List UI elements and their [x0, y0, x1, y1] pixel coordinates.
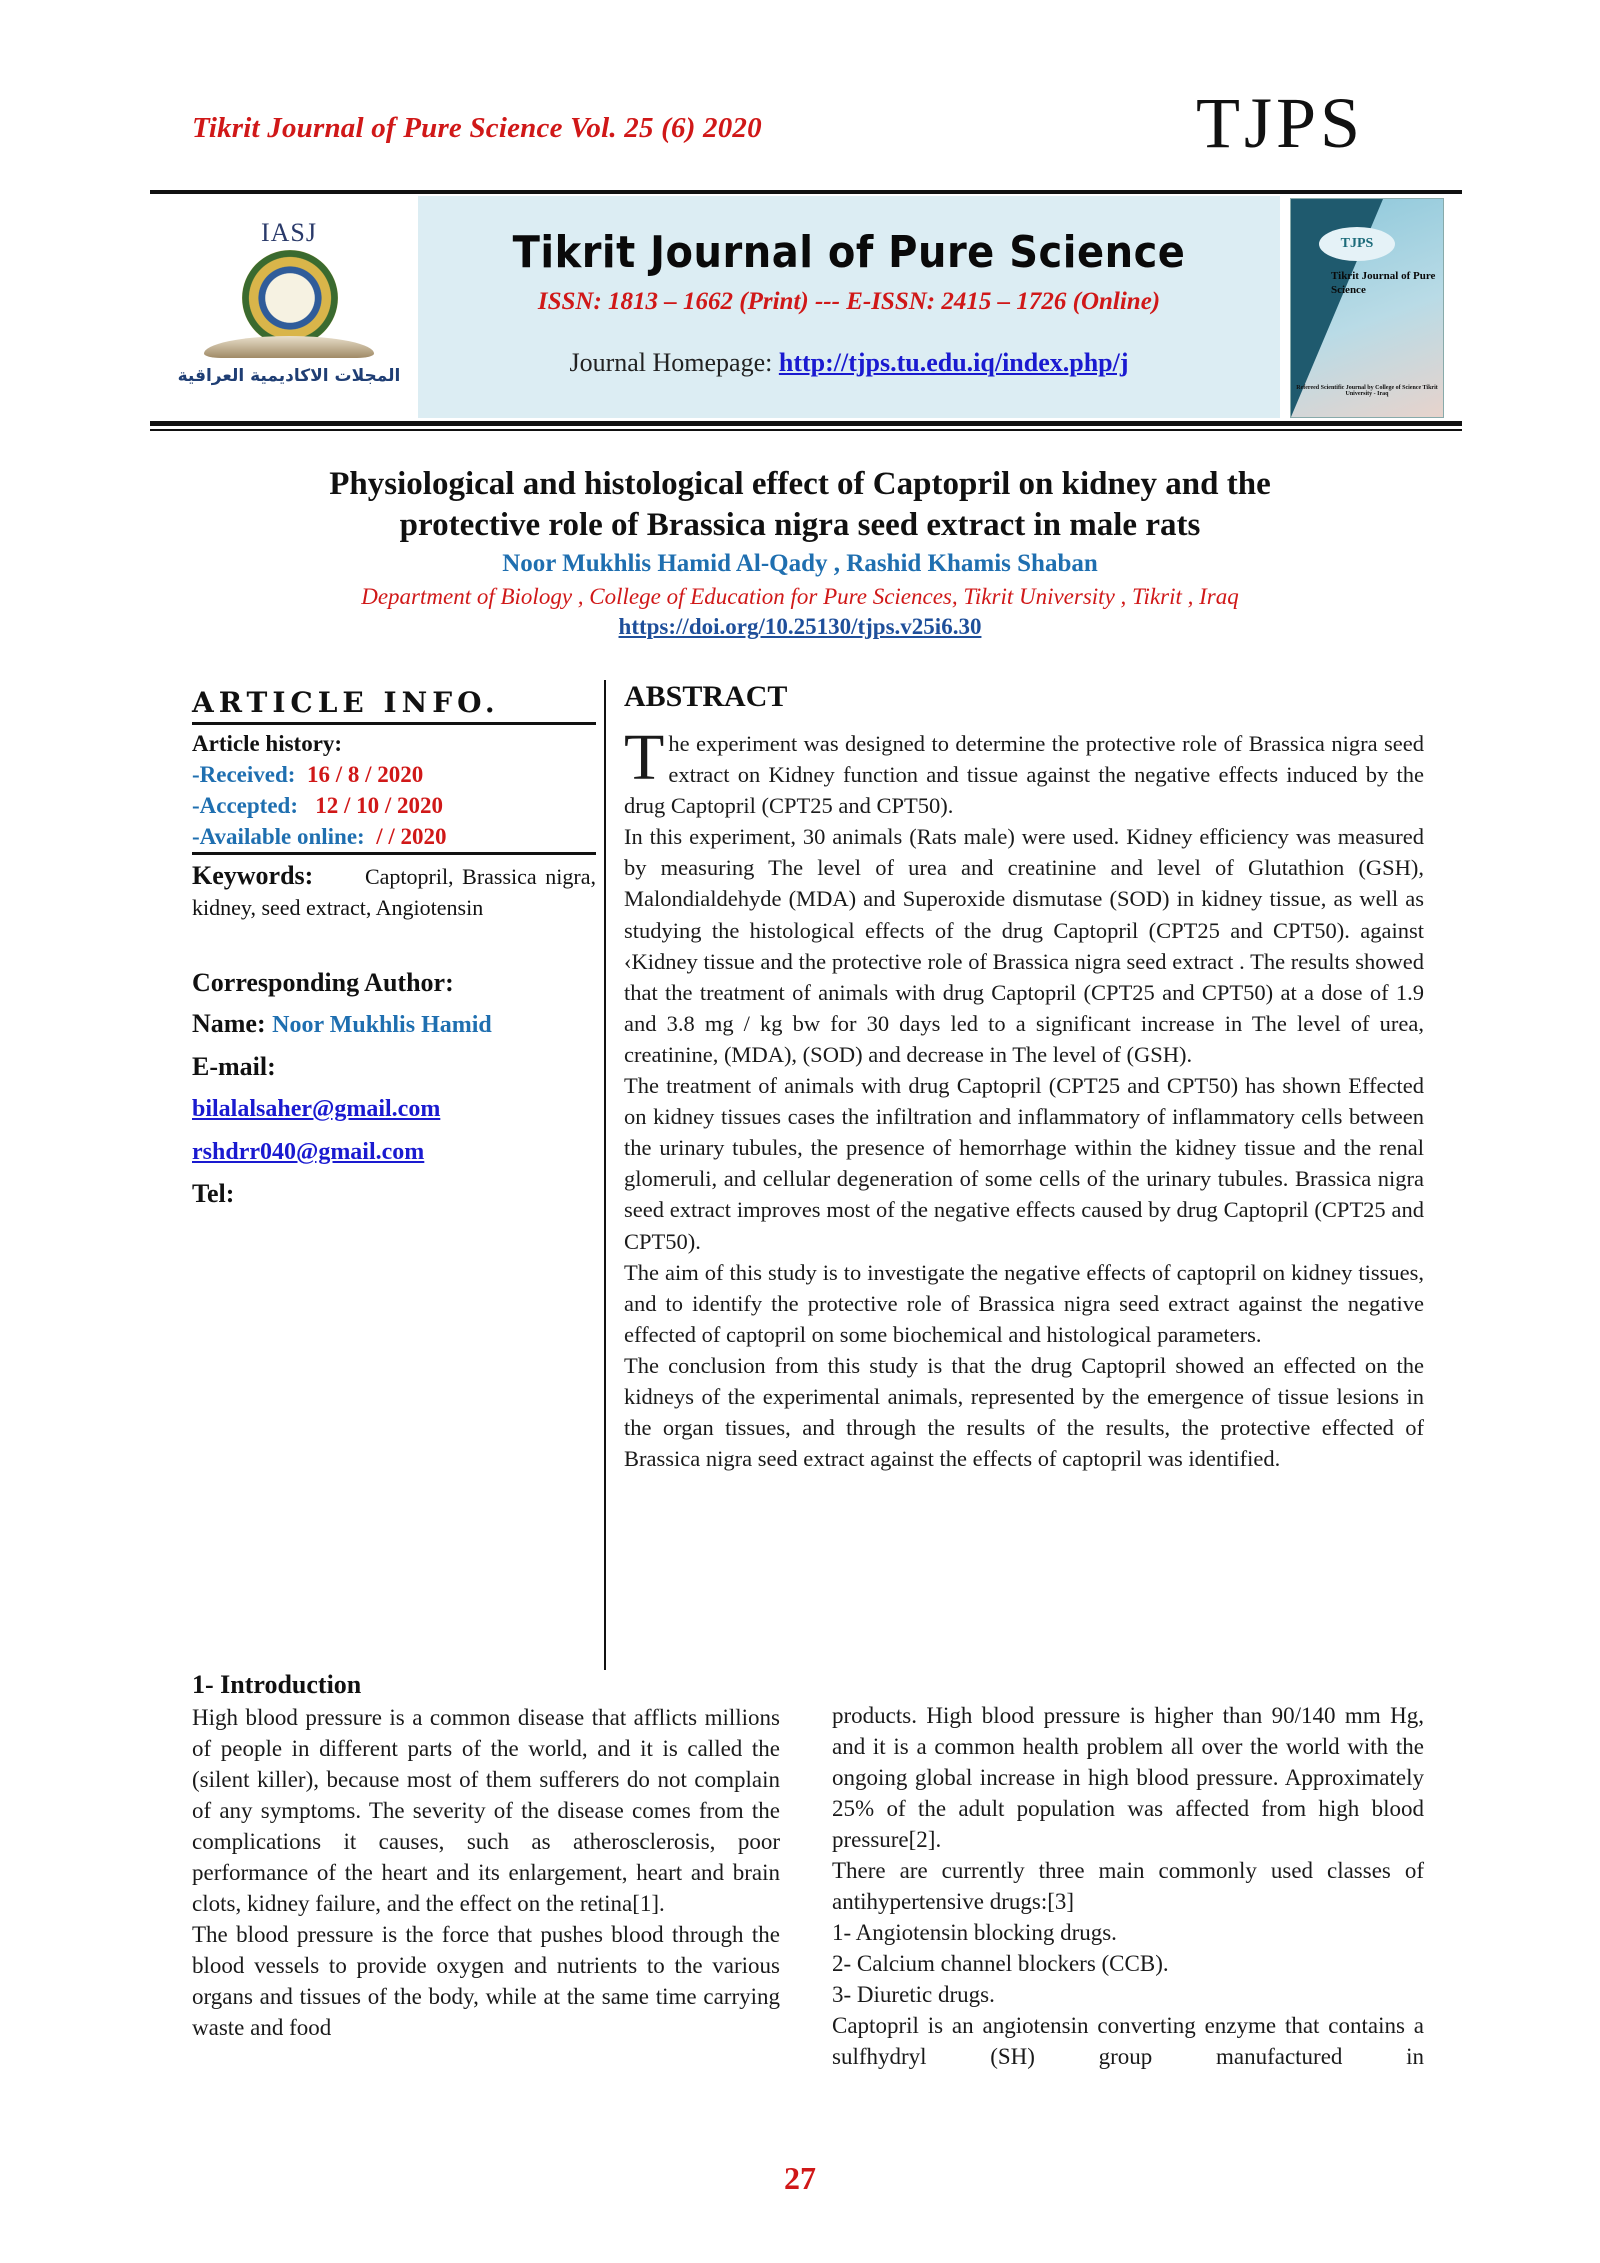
drop-cap: T [624, 721, 665, 794]
introduction-right-column [832, 1700, 1424, 2072]
iasj-seal-icon [242, 250, 338, 346]
page-number: 27 [784, 2160, 816, 2196]
paper-title [180, 464, 1420, 546]
header-rule-bottom-thin [150, 429, 1462, 431]
abstract-paragraph: The experiment was designed to determine the protective role of Brassica nigra seed extract on Kidney function and tissue against the negative effects induced by the drug Captopril (CPT25 and CPT50). [624, 721, 1424, 819]
body-paragraph: products. High blood pressure is higher than 90/140 mm Hg, and it is a common health problem all over the world with the ongoing global increase in high blood pressure. Approximately 25% of the adult population was affected from high blood pressure[2]. [832, 1703, 1424, 1852]
header-rule-bottom [150, 421, 1462, 426]
iasj-label: IASJ [260, 218, 317, 247]
running-header-journal: Tikrit Journal of Pure Science Vol. 25 (6) 2020 [192, 112, 762, 144]
introduction-left-column [192, 1702, 780, 2043]
history-accepted [192, 790, 447, 821]
drug-class-item: 3- Diuretic drugs. [832, 1982, 995, 2007]
article-history [192, 728, 447, 852]
abstract-body [624, 721, 1424, 1474]
body-paragraph: Captopril is an angiotensin converting enzyme that contains a sulfhydryl (SH) group manufactured in [832, 2013, 1424, 2069]
history-label: -Received: [192, 762, 296, 787]
history-value: 16 / 8 / 2020 [306, 762, 424, 787]
journal-acronym: TJPS [1196, 83, 1365, 163]
abstract-paragraph: In this experiment, 30 animals (Rats male) were used. Kidney efficiency was measured by measuring The level of urea and creatinine and level of Glutathion (GSH), Malondialdehyde (MDA) and Superoxide dismutase (SOD) in kidney tissue, as well as studying the histological effects of the drug Captopril (CPT25 and CPT50). against ‹Kidney tissue and the protective role of Brassica nigra seed extract . The results showed that the treatment of animals with drug Captopril (CPT25 and CPT50) at a dose of 1.9 and 3.8 mg / kg bw for 30 days led to a significant increase in The level of urea, creatinine, (MDA), (SOD) and decrease in The level of (GSH). [624, 824, 1424, 1067]
history-received [192, 759, 447, 790]
journal-cover-image [1290, 198, 1444, 418]
iasj-logo [160, 196, 418, 418]
body-paragraph: There are currently three main commonly used classes of antihypertensive drugs:[3] [832, 1858, 1424, 1914]
history-value: 12 / 10 / 2020 [315, 793, 444, 818]
history-available-online [192, 821, 447, 852]
history-value: / / 2020 [376, 824, 447, 849]
body-paragraph: The blood pressure is the force that pushes blood through the blood vessels to provide oxygen and nutrients to the various organs and tissues of the body, while at the same time carrying waste and food [192, 1922, 780, 2040]
banner-title: Tikrit Journal of Pure Science [512, 228, 1186, 278]
article-history-label: Article history: [192, 731, 343, 756]
paper-affiliation: Department of Biology , College of Education for Pure Sciences, Tikrit University , Tikrit , Iraq [361, 584, 1239, 609]
name-label: Name: [192, 1009, 273, 1038]
cover-oval: TJPS [1319, 227, 1395, 261]
body-paragraph: High blood pressure is a common disease that afflicts millions of people in different parts of the world, and it is called the (silent killer), because most of them sufferers do not complain of any symptoms. The severity of the disease comes from the complications it causes, such as atherosclerosis, poor performance of the heart and its enlargement, heart and brain clots, kidney failure, and the effect on the retina[1]. [192, 1705, 780, 1916]
corresponding-author [192, 962, 492, 1214]
doi-link[interactable]: https://doi.org/10.25130/tjps.v25i6.30 [618, 614, 982, 639]
drug-class-item: 2- Calcium channel blockers (CCB). [832, 1951, 1169, 1976]
paper-doi [180, 614, 1420, 640]
corresponding-author-label: Corresponding Author: [192, 968, 454, 997]
drug-class-item: 1- Angiotensin blocking drugs. [832, 1920, 1117, 1945]
header-rule-top [150, 190, 1462, 194]
email-label: E-mail: [192, 1052, 276, 1081]
journal-banner [418, 196, 1280, 418]
keywords-label: Keywords: [192, 861, 314, 890]
banner-issn: ISSN: 1813 – 1662 (Print) --- E-ISSN: 2415 – 1726 (Online) [537, 288, 1161, 315]
paper-authors: Noor Mukhlis Hamid Al-Qady , Rashid Khamis Shaban [502, 550, 1098, 577]
article-info-heading: ARTICLE INFO. [192, 686, 500, 719]
column-divider [604, 680, 606, 1670]
abstract-heading: ABSTRACT [624, 680, 788, 713]
abstract-paragraph: The treatment of animals with drug Captopril (CPT25 and CPT50) has shown Effected on kidney tissues cases the infiltration and inflammatory of inflammatory cells between the urinary tubules, the presence of hemorrhage within the kidney tissue and the renal glomeruli, and cellular degeneration of some cells of the urinary tubules. Brassica nigra seed extract improves most of the negative effects caused by drug Captopril (CPT25 and CPT50). [624, 1073, 1424, 1254]
banner-homepage [418, 348, 1280, 378]
abstract-paragraph: The conclusion from this study is that the drug Captopril showed an effected on the kidneys of the experimental animals, represented by the emergence of tissue lesions in the organ tissues, and through the results of the results, the protective effected of Brassica nigra seed extract against the effects of captopril was identified. [624, 1352, 1424, 1472]
article-info-rule [192, 852, 596, 855]
history-label: -Accepted: [192, 793, 299, 818]
cover-footer: Refereed Scientific Journal by College of Science Tikrit University - Iraq [1296, 385, 1438, 397]
article-info-rule [192, 722, 596, 725]
author-name: Noor Mukhlis Hamid [272, 1012, 492, 1038]
homepage-link[interactable]: http://tjps.tu.edu.iq/index.php/j [778, 348, 1129, 377]
abstract-paragraph: The aim of this study is to investigate the negative effects of captopril on kidney tissues, and to identify the protective role of Brassica nigra seed extract against the negative effected of captopril on some biochemical and histological parameters. [624, 1259, 1424, 1347]
keywords-list: Captopril, Brassica nigra, kidney, seed extract, Angiotensin [192, 864, 596, 920]
homepage-label: Journal Homepage: [569, 348, 779, 377]
history-label: -Available online: [192, 824, 365, 849]
email-link[interactable]: rshdrr040@gmail.com [192, 1139, 425, 1165]
introduction-heading: 1- Introduction [192, 1670, 362, 1699]
author-name-row [192, 1003, 492, 1046]
open-book-icon [204, 336, 374, 358]
paper-title-line-1: Physiological and histological effect of Captopril on kidney and the [329, 466, 1271, 502]
keywords [192, 860, 596, 923]
paper-title-line-2: protective role of Brassica nigra seed extract in male rats [399, 507, 1201, 543]
email-link[interactable]: bilalalsaher@gmail.com [192, 1096, 441, 1122]
tel-label: Tel: [192, 1179, 235, 1208]
iasj-arabic-label: المجلات الاكاديمية العراقية [177, 366, 401, 386]
cover-title: Tikrit Journal of Pure Science [1331, 270, 1436, 296]
